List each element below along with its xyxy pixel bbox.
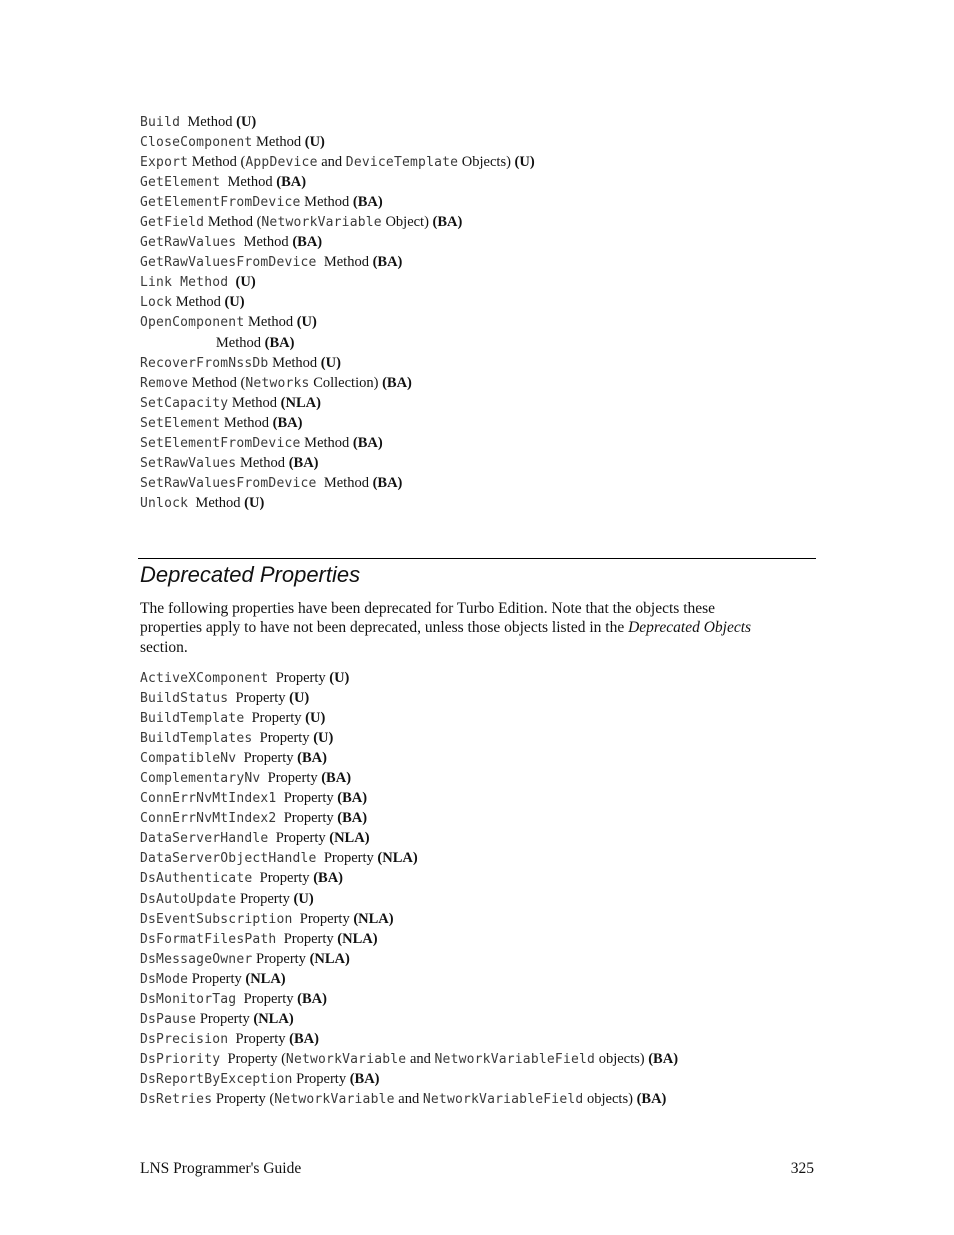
code-identifier: DsMonitorTag — [140, 991, 237, 1007]
code-identifier: CloseComponent — [140, 135, 253, 151]
code-identifier: DsRetries — [140, 1091, 213, 1107]
status-tag: (U) — [320, 354, 341, 371]
status-tag: (U) — [244, 494, 265, 511]
status-tag: (BA) — [352, 194, 383, 211]
code-identifier: AppDevice — [245, 155, 318, 171]
item-text: Property — [268, 830, 330, 847]
method-list-item — [140, 413, 535, 433]
item-text: Method — [252, 134, 305, 151]
status-tag: (BA) — [382, 374, 412, 391]
item-text: Method — [236, 454, 289, 471]
code-identifier: NetworkVariableField — [434, 1051, 596, 1067]
item-text: Property — [228, 690, 290, 707]
code-identifier: ConnErrNvMtIndex1 — [140, 791, 277, 807]
status-tag: (U) — [293, 890, 314, 907]
property-list-item — [140, 848, 678, 868]
status-tag: (BA) — [372, 474, 403, 491]
item-text: and — [394, 1090, 423, 1107]
footer-title: LNS Programmer's Guide — [140, 1160, 302, 1177]
item-text: Method — [220, 174, 277, 191]
code-identifier: Remove — [140, 375, 189, 391]
status-tag: (BA) — [352, 434, 383, 451]
item-text: Method — [236, 234, 293, 251]
code-identifier: DsMessageOwner — [140, 951, 253, 967]
method-list-item — [140, 112, 535, 132]
status-tag: (BA) — [264, 334, 295, 351]
item-text: Property — [276, 930, 338, 947]
property-list-item — [140, 808, 678, 828]
code-identifier: DataServerObjectHandle — [140, 851, 317, 867]
item-text: Method — [180, 114, 237, 130]
property-list-item — [140, 768, 678, 788]
status-tag: (BA) — [321, 770, 352, 787]
code-identifier: NetworkVariable — [274, 1091, 395, 1107]
method-list-item — [140, 433, 535, 453]
property-list-item — [140, 728, 678, 748]
method-list-item — [140, 333, 535, 353]
method-list-item — [140, 172, 535, 192]
code-identifier: BuildTemplates — [140, 731, 253, 747]
method-list-item — [140, 272, 535, 292]
code-identifier: GetField — [140, 215, 205, 231]
item-text: Property — [188, 970, 246, 987]
method-list-item — [140, 212, 535, 232]
property-list-item — [140, 929, 678, 949]
item-text: and — [406, 1050, 435, 1067]
code-identifier: DeviceTemplate — [345, 155, 459, 171]
status-tag: (U) — [224, 294, 245, 311]
item-text: Property ( — [212, 1090, 275, 1107]
item-text: Method — [188, 494, 245, 511]
status-tag: (U) — [235, 274, 256, 291]
property-list-item — [140, 708, 678, 728]
item-text: and — [317, 154, 346, 171]
item-text: Collection) — [309, 374, 383, 391]
status-tag: (BA) — [432, 214, 463, 231]
code-identifier: Link Method — [140, 275, 229, 291]
status-tag: (NLA) — [353, 910, 394, 927]
property-list-item — [140, 969, 678, 989]
code-identifier: DsMode — [140, 971, 189, 987]
item-text: Method — [228, 394, 281, 411]
code-identifier: SetCapacity — [140, 395, 229, 411]
property-list-item — [140, 868, 678, 888]
intro-reference: Deprecated Objects — [628, 619, 752, 637]
item-text: Property — [252, 870, 314, 887]
status-tag: (NLA) — [245, 970, 286, 987]
status-tag: (BA) — [289, 1030, 319, 1047]
code-identifier: SetRawValuesFromDevice — [140, 475, 317, 491]
code-identifier: DsPrecision — [140, 1031, 229, 1047]
property-list-item — [140, 748, 678, 768]
status-tag: (U) — [305, 710, 326, 727]
item-text: Property ( — [220, 1050, 286, 1067]
status-tag: (NLA) — [337, 930, 378, 947]
code-identifier: Networks — [245, 375, 310, 391]
item-text: objects) — [595, 1050, 649, 1067]
status-tag: (U) — [296, 314, 317, 331]
status-tag: (U) — [514, 154, 535, 171]
item-text: Method — [220, 414, 273, 431]
status-tag: (NLA) — [329, 830, 370, 847]
status-tag: (NLA) — [377, 850, 418, 867]
deprecated-methods-list — [140, 112, 535, 513]
status-tag: (BA) — [313, 870, 343, 887]
code-identifier: BuildTemplate — [140, 711, 245, 727]
item-text: Property — [228, 1030, 290, 1047]
item-text: Method — [268, 354, 321, 371]
item-text: Property — [316, 850, 378, 867]
code-identifier: DsAuthenticate — [140, 871, 253, 887]
property-list-item — [140, 1069, 678, 1089]
status-tag: (NLA) — [253, 1010, 294, 1027]
property-list-item — [140, 889, 678, 909]
item-text: Object) — [381, 214, 433, 231]
method-list-item — [140, 453, 535, 473]
status-tag: (U) — [236, 114, 257, 130]
page-footer — [140, 1160, 814, 1180]
item-text: Property — [196, 1010, 254, 1027]
item-text: Property — [236, 750, 298, 767]
section-heading: Deprecated Properties — [140, 562, 361, 587]
code-identifier: DsAutoUpdate — [140, 891, 237, 907]
status-tag: (BA) — [648, 1050, 679, 1067]
method-list-item — [140, 353, 535, 373]
item-text: Method — [244, 314, 297, 331]
intro-end: section. — [140, 638, 188, 656]
code-identifier: RecoverFromNssDb — [140, 355, 269, 371]
method-list-item — [140, 192, 535, 212]
property-list-item — [140, 1009, 678, 1029]
method-list-item — [140, 493, 535, 513]
method-list-item — [140, 152, 535, 172]
method-list-item — [140, 132, 535, 152]
item-text — [228, 274, 235, 290]
method-list-item — [140, 373, 535, 393]
item-text: Property — [276, 810, 338, 827]
item-text: Property — [244, 710, 306, 727]
item-text: objects) — [583, 1090, 637, 1107]
item-text: Method — [316, 474, 373, 491]
item-text: Method — [172, 294, 225, 311]
status-tag: (NLA) — [280, 394, 321, 411]
section-intro — [140, 599, 780, 657]
item-text: Property — [276, 790, 338, 807]
status-tag: (BA) — [372, 254, 403, 271]
code-identifier: ComplementaryNv — [140, 771, 261, 787]
item-text: Method — [212, 334, 265, 351]
status-tag: (U) — [289, 690, 310, 707]
property-list-item — [140, 949, 678, 969]
item-text: Property — [236, 990, 298, 1007]
code-identifier: ConnErrNvMtIndex2 — [140, 811, 277, 827]
code-identifier: Unlock — [140, 495, 189, 511]
status-tag: (BA) — [349, 1070, 380, 1087]
property-list-item — [140, 828, 678, 848]
code-identifier: DsEventSubscription — [140, 911, 293, 927]
item-text: Method ( — [188, 374, 246, 391]
item-text: Method — [300, 194, 353, 211]
code-identifier: DsFormatFilesPath — [140, 931, 277, 947]
item-text: Method ( — [204, 214, 262, 231]
method-list-item — [140, 252, 535, 272]
status-tag: (NLA) — [309, 950, 350, 967]
item-text: Method — [316, 254, 373, 271]
code-identifier: NetworkVariable — [285, 1051, 407, 1067]
status-tag: (BA) — [337, 790, 368, 807]
method-list-item — [140, 473, 535, 493]
code-identifier: OpenComponent — [140, 315, 245, 331]
code-identifier: SetRawValues — [140, 455, 237, 471]
code-identifier: DsPause — [140, 1011, 197, 1027]
property-list-item — [140, 1089, 678, 1109]
status-tag: (U) — [313, 730, 334, 747]
item-text: Property — [292, 1070, 350, 1087]
item-text: Method — [300, 434, 353, 451]
status-tag: (BA) — [292, 234, 323, 251]
code-identifier: NetworkVariableField — [422, 1091, 584, 1107]
code-identifier: GetRawValues — [140, 235, 237, 251]
code-identifier: Export — [140, 155, 189, 171]
item-text: Property — [260, 770, 322, 787]
code-identifier: CompatibleNv — [140, 751, 237, 767]
status-tag: (U) — [304, 134, 325, 151]
item-text: Method ( — [188, 154, 246, 171]
code-identifier: ActiveXComponent — [140, 671, 269, 686]
status-tag: (BA) — [288, 454, 319, 471]
code-identifier: Build — [140, 115, 181, 130]
item-text: Property — [252, 950, 310, 967]
code-identifier: DsPriority — [140, 1051, 221, 1067]
section-divider — [138, 558, 816, 559]
method-list-item — [140, 312, 535, 332]
status-tag: (BA) — [297, 990, 327, 1007]
status-tag: (BA) — [276, 174, 307, 191]
code-identifier: GetElement — [140, 175, 221, 191]
code-identifier: DataServerHandle — [140, 831, 269, 847]
status-tag: (U) — [329, 670, 350, 686]
method-list-item — [140, 393, 535, 413]
code-identifier: SetElementFromDevice — [140, 435, 301, 451]
code-identifier: SetElement — [140, 415, 221, 431]
property-list-item — [140, 909, 678, 929]
intro-text: The following properties have been deprecated for Turbo Edition. Note that the objects these properties apply to have not been deprecated, unless those objects listed in the — [140, 600, 716, 637]
property-list-item — [140, 989, 678, 1009]
code-identifier: BuildStatus — [140, 691, 229, 707]
method-list-item — [140, 292, 535, 312]
code-identifier — [140, 336, 212, 351]
code-identifier: GetRawValuesFromDevice — [140, 255, 317, 271]
status-tag: (BA) — [297, 750, 327, 767]
code-identifier: Lock — [140, 295, 173, 311]
item-text: Property — [292, 910, 354, 927]
property-list-item — [140, 1049, 678, 1069]
property-list-item — [140, 1029, 678, 1049]
status-tag: (BA) — [272, 414, 303, 431]
code-identifier: GetElementFromDevice — [140, 195, 301, 211]
status-tag: (BA) — [337, 810, 368, 827]
item-text: Property — [268, 670, 330, 686]
property-list-item — [140, 668, 678, 688]
deprecated-properties-list — [140, 668, 678, 1109]
property-list-item — [140, 688, 678, 708]
item-text: Objects) — [458, 154, 515, 171]
status-tag: (BA) — [636, 1090, 667, 1107]
code-identifier: DsReportByException — [140, 1071, 293, 1087]
item-text: Property — [252, 730, 314, 747]
method-list-item — [140, 232, 535, 252]
page-number: 325 — [790, 1160, 814, 1177]
item-text: Property — [236, 890, 294, 907]
property-list-item — [140, 788, 678, 808]
code-identifier: NetworkVariable — [261, 215, 382, 231]
